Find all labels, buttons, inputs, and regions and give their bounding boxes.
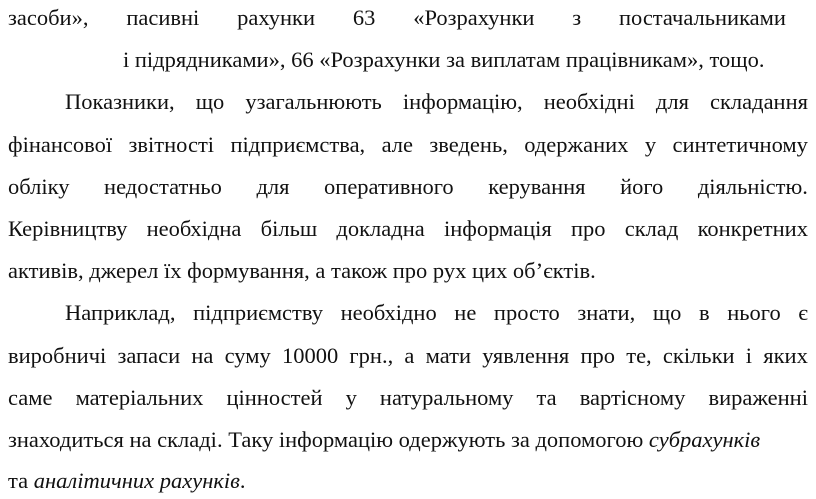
word: але bbox=[381, 132, 413, 157]
word: є bbox=[798, 300, 808, 325]
word: яких bbox=[763, 343, 808, 368]
word: пасивні bbox=[126, 5, 200, 30]
period: . bbox=[239, 468, 246, 493]
word: з bbox=[572, 5, 582, 30]
word: рахунки bbox=[237, 5, 316, 30]
word: оперативного bbox=[324, 174, 454, 199]
word: синтетичному bbox=[672, 132, 808, 157]
word: та bbox=[536, 385, 557, 410]
word: знати, bbox=[577, 300, 636, 325]
word: натуральному bbox=[379, 385, 514, 410]
word: підприємства, bbox=[230, 132, 366, 157]
word: Показники, bbox=[65, 89, 175, 114]
paragraph-text: активів, джерел їх формування, а також про рух цих об’єктів. bbox=[8, 258, 596, 283]
word: скільки bbox=[662, 343, 735, 368]
text-line bbox=[8, 2, 808, 34]
word: склад bbox=[624, 216, 679, 241]
word: саме bbox=[8, 385, 53, 410]
text-line bbox=[8, 382, 808, 414]
word: цінностей bbox=[226, 385, 323, 410]
word: більш bbox=[260, 216, 318, 241]
italic-term: субрахунків bbox=[648, 427, 761, 452]
word: матеріальних bbox=[75, 385, 204, 410]
word: його bbox=[620, 174, 664, 199]
word: у bbox=[345, 385, 357, 410]
text-line bbox=[8, 255, 808, 287]
word: обліку bbox=[8, 174, 70, 199]
word: постачальниками bbox=[618, 5, 786, 30]
word: нього bbox=[727, 300, 781, 325]
text-line bbox=[8, 86, 808, 118]
word: в bbox=[699, 300, 710, 325]
word: і bbox=[745, 343, 753, 368]
word: «Розрахунки bbox=[413, 5, 535, 30]
word: для bbox=[655, 89, 689, 114]
text-line bbox=[8, 424, 808, 456]
word: інформацію, bbox=[402, 89, 523, 114]
word: 10000 bbox=[281, 343, 339, 368]
word: вартісному bbox=[579, 385, 686, 410]
word: керування bbox=[488, 174, 586, 199]
word: про bbox=[580, 343, 616, 368]
word: складання bbox=[709, 89, 808, 114]
word: конкретних bbox=[697, 216, 808, 241]
text-line bbox=[8, 340, 808, 372]
word: 63 bbox=[352, 5, 376, 30]
word: інформація bbox=[443, 216, 552, 241]
word: Наприклад, bbox=[65, 300, 176, 325]
text-line bbox=[8, 213, 808, 245]
word: узагальнюють bbox=[245, 89, 382, 114]
text-line bbox=[8, 297, 808, 329]
word: необхідні bbox=[543, 89, 635, 114]
text-line bbox=[8, 465, 808, 497]
word: що bbox=[652, 300, 682, 325]
word: для bbox=[256, 174, 290, 199]
word: мати bbox=[425, 343, 472, 368]
word: засоби», bbox=[8, 5, 89, 30]
word: необхідна bbox=[146, 216, 242, 241]
word: те, bbox=[626, 343, 652, 368]
word: грн., bbox=[349, 343, 394, 368]
word: недостатньо bbox=[104, 174, 222, 199]
word: фінансової bbox=[8, 132, 113, 157]
word: підприємству bbox=[193, 300, 323, 325]
word: не bbox=[454, 300, 477, 325]
word: одержаних bbox=[524, 132, 629, 157]
italic-term: аналітичних рахунків bbox=[33, 468, 240, 493]
word: діяльністю. bbox=[697, 174, 808, 199]
word: а bbox=[404, 343, 415, 368]
word: на bbox=[191, 343, 214, 368]
word: уявлення bbox=[482, 343, 570, 368]
paragraph-text: і підрядниками», 66 «Розрахунки за виплатам працівникам», тощо. bbox=[123, 47, 765, 72]
text-line bbox=[8, 129, 808, 161]
text-line bbox=[8, 171, 808, 203]
paragraph-text: та bbox=[8, 468, 29, 493]
word: просто bbox=[493, 300, 560, 325]
word: про bbox=[570, 216, 606, 241]
paragraph-text: знаходиться на складі. Таку інформацію одержують за допомогою bbox=[8, 427, 644, 452]
word: Керівництву bbox=[8, 216, 128, 241]
word: запаси bbox=[117, 343, 181, 368]
text-line bbox=[8, 44, 808, 76]
word: докладна bbox=[336, 216, 425, 241]
word: вираженні bbox=[708, 385, 808, 410]
word: виробничі bbox=[8, 343, 107, 368]
word: суму bbox=[224, 343, 271, 368]
word: що bbox=[195, 89, 225, 114]
word: звітності bbox=[128, 132, 215, 157]
word: необхідно bbox=[340, 300, 437, 325]
word: зведень, bbox=[429, 132, 508, 157]
word: у bbox=[644, 132, 657, 157]
